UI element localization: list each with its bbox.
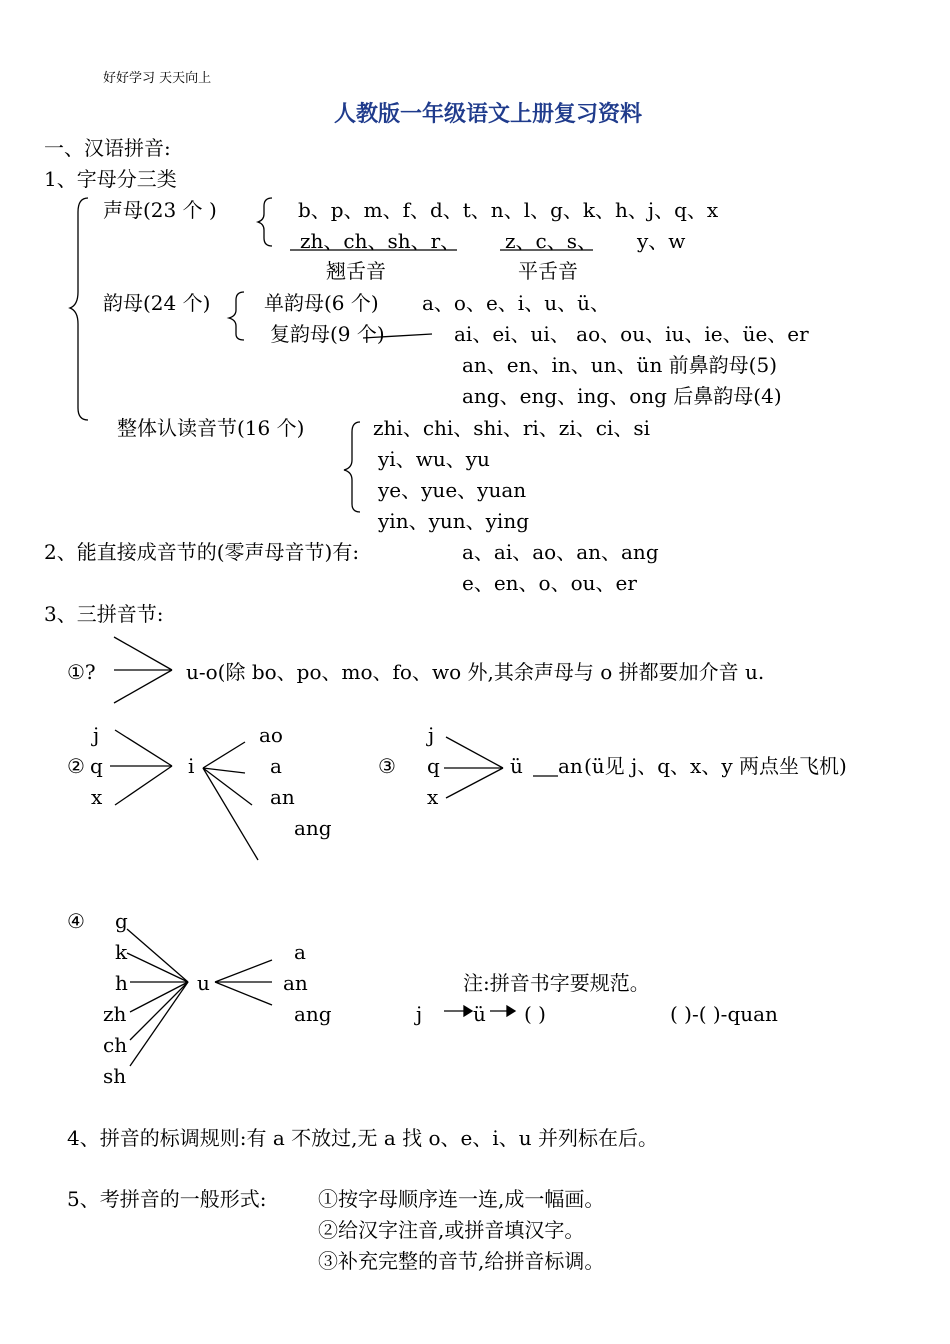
diagram2-i: i (188, 754, 195, 778)
qiaoshe-label: 翘舌音 (326, 259, 386, 283)
shengmu-row1: b、p、m、f、d、t、n、l、g、k、h、j、q、x (298, 198, 719, 222)
brace-yunmu (229, 292, 244, 340)
diagram4-a: a (294, 940, 306, 964)
diagram2-ang: ang (294, 816, 332, 840)
section-4-text: 4、拼音的标调规则:有 a 不放过,无 a 找 o、e、i、u 并列标在后。 (67, 1126, 658, 1150)
diagram4-k: k (115, 940, 128, 964)
yunmu-label: 韵母(24 个) (103, 291, 211, 315)
header-motto: 好好学习 天天向上 (103, 71, 212, 86)
diagram2-j: j (93, 723, 100, 747)
diagram1-text: u-o(除 bo、po、mo、fo、wo 外,其余声母与 o 拼都要加介音 u. (186, 660, 765, 684)
danyun-items: a、o、e、i、u、ü、 (422, 291, 610, 315)
diagram3-an: an (558, 754, 583, 778)
diagram4-sh: sh (103, 1064, 127, 1088)
diagram3-u: ü (510, 754, 523, 778)
pinyin-note: 注:拼音书字要规范。 (463, 971, 650, 995)
zhengti-row4: yin、yun、ying (378, 509, 530, 533)
diagram3-note: (ü见 j、q、x、y 两点坐飞机) (584, 754, 847, 778)
zhengti-row3: ye、yue、yuan (378, 478, 527, 502)
diagram4-zh: zh (103, 1002, 127, 1026)
diagram3-q: q (427, 754, 440, 778)
section-3-label: 3、三拼音节: (44, 602, 164, 626)
diagram3-num: ③ (378, 754, 396, 778)
section-5-item3: ③补充完整的音节,给拼音标调。 (318, 1249, 605, 1273)
diagram4-ch: ch (103, 1033, 128, 1057)
diagram2-q: q (90, 754, 103, 778)
diagram4-ang: ang (294, 1002, 332, 1026)
section-5-label: 5、考拼音的一般形式: (67, 1187, 267, 1211)
diagram2-x: x (91, 785, 103, 809)
diagram1-num: ①? (67, 660, 96, 684)
diagram4-g: g (115, 909, 128, 933)
danyun-label: 单韵母(6 个) (264, 291, 379, 315)
section-2-row1: a、ai、ao、an、ang (462, 540, 659, 564)
brace-zhengti (344, 422, 360, 512)
shengmu-yw: y、w (637, 229, 686, 253)
exercise-j: j (416, 1002, 423, 1026)
diagram2-num: ② (67, 754, 85, 778)
diagram2-a: a (270, 754, 282, 778)
section-1-sub: 1、字母分三类 (44, 167, 177, 191)
section-1-heading: 一、汉语拼音: (44, 136, 171, 160)
shengmu-pingshe: z、c、s、 (505, 229, 598, 253)
zhengti-label: 整体认读音节(16 个) (117, 416, 305, 440)
shengmu-qiaoshe: zh、ch、sh、r、 (300, 229, 461, 253)
diagram3-j: j (428, 723, 435, 747)
qianbi-yunmu: an、en、in、un、ün 前鼻韵母(5) (462, 353, 778, 377)
section-2-row2: e、en、o、ou、er (462, 571, 637, 595)
diagram2-ao: ao (259, 723, 283, 747)
houbi-yunmu: ang、eng、ing、ong 后鼻韵母(4) (462, 384, 782, 408)
diagram3-x: x (427, 785, 439, 809)
diagram4-h: h (115, 971, 128, 995)
section-5-item2: ②给汉字注音,或拼音填汉字。 (318, 1218, 585, 1242)
section-5-item1: ①按字母顺序连一连,成一幅画。 (318, 1187, 605, 1211)
fuyun-items: ai、ei、ui、 ao、ou、iu、ie、üe、er (454, 322, 809, 346)
diagram4-an: an (283, 971, 308, 995)
exercise-blank-2: ( )-( )-quan (670, 1002, 778, 1026)
diagram4-u: u (197, 971, 210, 995)
fuyun-label: 复韵母(9 个) (270, 322, 385, 346)
zhengti-row2: yi、wu、yu (378, 447, 490, 471)
exercise-blank-1: ( ) (524, 1002, 546, 1026)
zhengti-row1: zhi、chi、shi、ri、zi、ci、si (373, 416, 650, 440)
section-2-label: 2、能直接成音节的(零声母音节)有: (44, 540, 360, 564)
page-title: 人教版一年级语文上册复习资料 (334, 102, 643, 127)
diagram2-an: an (270, 785, 295, 809)
brace-shengmu (258, 198, 272, 246)
diagram4-num: ④ (67, 909, 85, 933)
pingshe-label: 平舌音 (518, 259, 578, 283)
shengmu-label: 声母(23 个 ) (103, 198, 217, 222)
exercise-u: ü (473, 1002, 486, 1026)
brace-main (70, 198, 88, 420)
